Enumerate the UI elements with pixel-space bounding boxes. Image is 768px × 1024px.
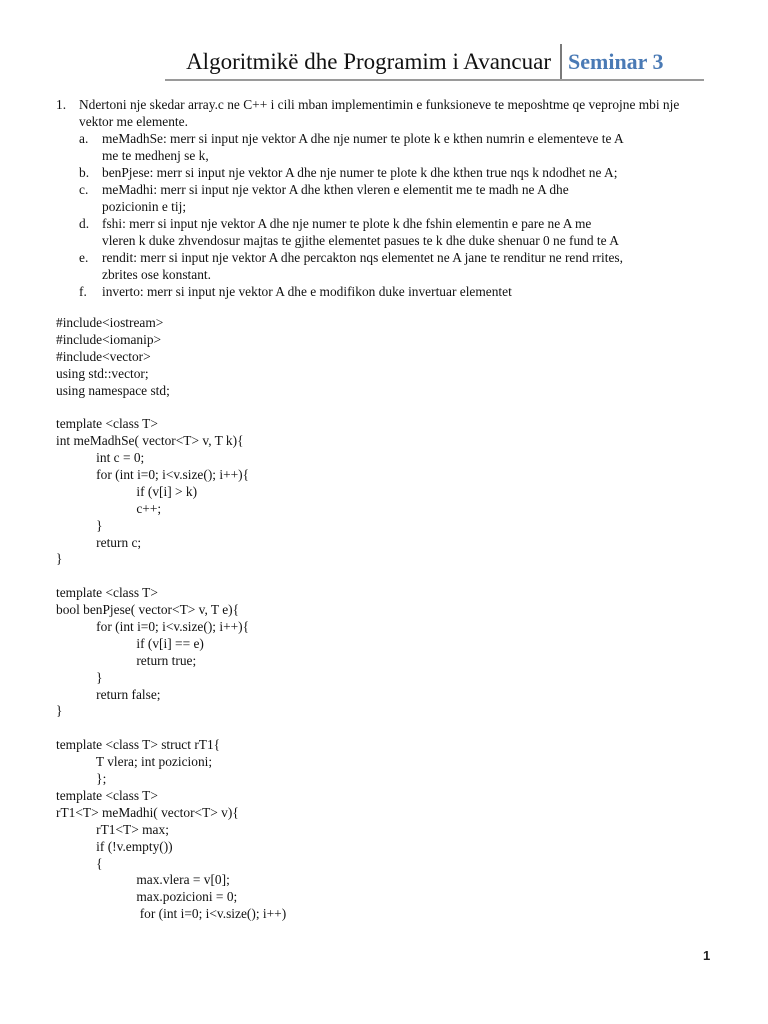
sub-item-letter: f. <box>79 284 87 299</box>
document-title: Algoritmikë dhe Programim i Avancuar <box>186 49 551 74</box>
sub-item-text: inverto: merr si input nje vektor A dhe e modifikon duke invertuar elementet <box>102 284 512 299</box>
code-line: } <box>56 703 63 719</box>
code-line <box>56 568 716 585</box>
header-separator <box>560 44 562 80</box>
code-line: #include<vector> <box>56 348 151 364</box>
code-line: max.vlera = v[0]; <box>56 872 230 888</box>
code-line: } <box>56 669 103 685</box>
question-number: 1. <box>56 97 67 112</box>
code-line: } <box>56 551 63 567</box>
code-line: for (int i=0; i<v.size(); i++){ <box>56 619 250 635</box>
code-line: T vlera; int pozicioni; <box>56 754 213 770</box>
code-line: for (int i=0; i<v.size(); i++){ <box>56 467 250 483</box>
code-line: if (!v.empty()) <box>56 838 173 854</box>
sub-item-letter: c. <box>79 182 89 197</box>
sub-item <box>79 249 716 283</box>
code-line: int c = 0; <box>56 450 145 466</box>
code-line: return true; <box>56 652 197 668</box>
sub-item <box>79 215 716 249</box>
sub-item-letter: d. <box>79 216 90 231</box>
code-line: }; <box>56 771 107 787</box>
seminar-label: Seminar 3 <box>568 49 664 74</box>
page-number: 1 <box>703 948 711 963</box>
sub-item-text: meMadhi: merr si input nje vektor A dhe kthen vleren e elementit me te madh ne A dhe pozicionin e tij; <box>102 182 569 214</box>
sub-item <box>79 283 716 300</box>
code-line: for (int i=0; i<v.size(); i++) <box>56 906 287 922</box>
code-line: return c; <box>56 534 142 550</box>
code-line: template <class T> <box>56 585 158 601</box>
code-line: return false; <box>56 686 161 702</box>
sub-item-letter: b. <box>79 165 90 180</box>
question-text: Ndertoni nje skedar array.c ne C++ i cili mban implementimin e funksioneve te meposhtme qe veprojne mbi nje vektor me elemente. <box>79 97 680 129</box>
question-item <box>56 96 716 130</box>
sub-item-letter: e. <box>79 250 89 265</box>
code-line: int meMadhSe( vector<T> v, T k){ <box>56 433 244 449</box>
sub-item-list <box>56 130 716 300</box>
code-line: template <class T> <box>56 787 158 803</box>
code-listing <box>56 315 716 923</box>
code-line <box>56 720 716 737</box>
code-line: if (v[i] == e) <box>56 635 204 651</box>
sub-item-letter: a. <box>79 131 89 146</box>
header-rule <box>165 79 704 81</box>
code-line: using namespace std; <box>56 382 170 398</box>
sub-item-text: benPjese: merr si input nje vektor A dhe nje numer te plote k dhe kthen true nqs k ndodhet ne A; <box>102 165 618 180</box>
sub-item <box>79 164 716 181</box>
code-line: #include<iomanip> <box>56 331 162 347</box>
code-line: rT1<T> meMadhi( vector<T> v){ <box>56 804 239 820</box>
code-line: using std::vector; <box>56 365 149 381</box>
code-line: #include<iostream> <box>56 315 164 330</box>
code-line: max.pozicioni = 0; <box>56 889 238 905</box>
code-line: if (v[i] > k) <box>56 483 198 499</box>
sub-item-text: meMadhSe: merr si input nje vektor A dhe nje numer te plote k e kthen numrin e elementeve te A me te medhenj se k, <box>102 131 624 163</box>
code-line: { <box>56 855 103 871</box>
page-header <box>0 0 768 90</box>
question-block <box>56 96 716 300</box>
code-line: bool benPjese( vector<T> v, T e){ <box>56 602 240 618</box>
code-line: } <box>56 517 103 533</box>
sub-item <box>79 181 716 215</box>
code-line: rT1<T> max; <box>56 821 169 837</box>
sub-item-text: fshi: merr si input nje vektor A dhe nje numer te plote k dhe fshin elementin e pare ne A me vleren k duke zhvendosur majtas te gjithe elementet pasues te k dhe duke shenuar 0 ne fund te A <box>102 216 619 248</box>
sub-item-text: rendit: merr si input nje vektor A dhe percakton nqs elementet ne A jane te renditur ne rend rrites, zbrites ose konstant. <box>102 250 623 282</box>
code-line <box>56 399 716 416</box>
code-line: c++; <box>56 500 162 516</box>
code-line: template <class T> <box>56 416 158 432</box>
sub-item <box>79 130 716 164</box>
code-line: template <class T> struct rT1{ <box>56 737 221 753</box>
